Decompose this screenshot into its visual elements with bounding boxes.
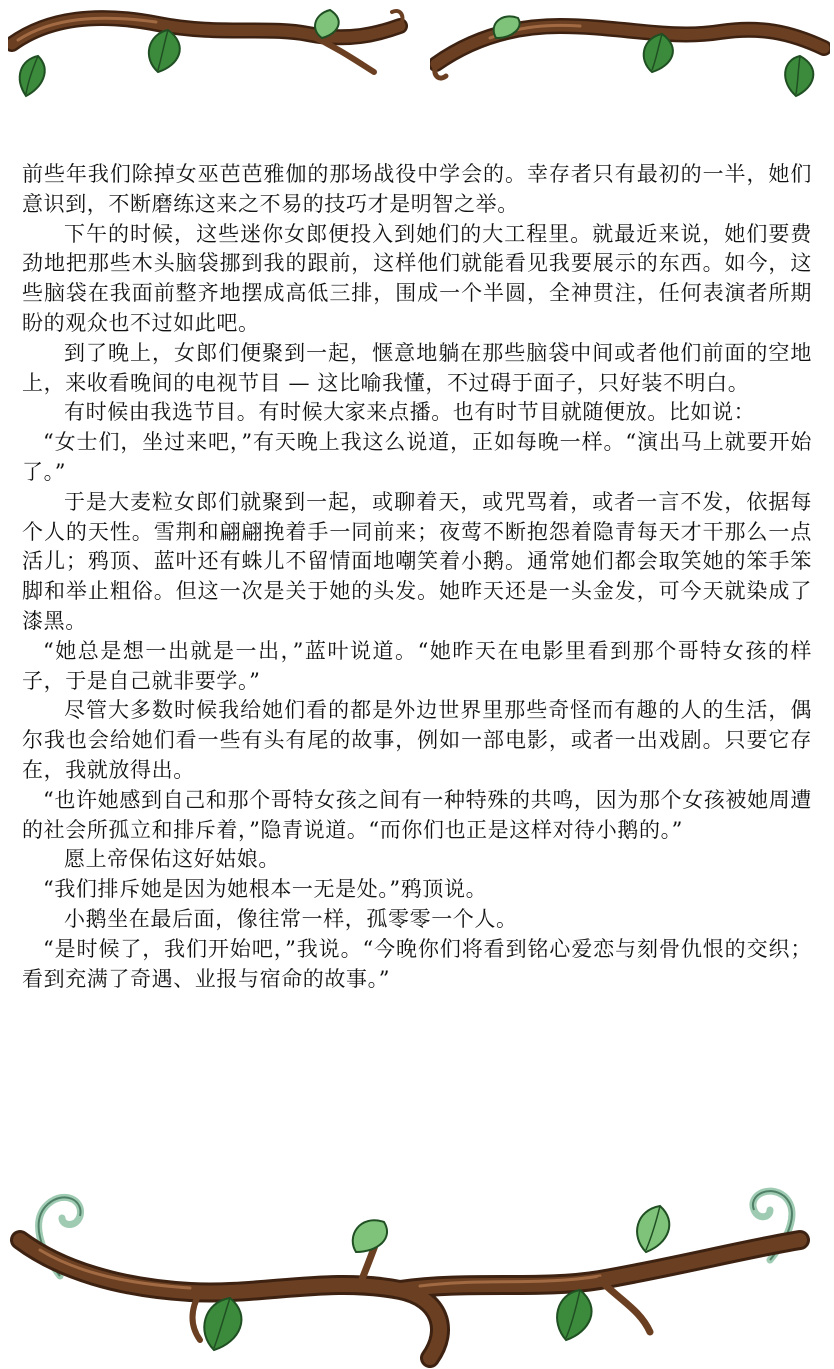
paragraph: 愿上帝保佑这好姑娘。 — [64, 847, 280, 872]
top-left-vine-ornament — [8, 4, 408, 100]
leaf — [149, 30, 180, 72]
leaf — [353, 1220, 387, 1252]
bottom-vine-ornament — [0, 1180, 834, 1369]
paragraph: “是时候了，我们开始吧，”我说。“今晚你们将看到铭心爱恋与刻骨仇恨的交织；看到充满了奇遇、业报与宿命的故事。” — [22, 936, 812, 991]
paragraph: “她总是想一出就是一出，”蓝叶说道。“她昨天在电影里看到那个哥特女孩的样子，于是自己就非要学。” — [22, 638, 812, 693]
branch — [12, 11, 402, 72]
paragraph: 到了晚上，女郎们便聚到一起，惬意地躺在那些脑袋中间或者他们前面的空地上，来收看晚间的电视节目 — 这比喻我懂，不过碍于面子，只好装不明白。 — [22, 340, 812, 395]
leaf — [785, 56, 813, 96]
branch — [20, 1228, 800, 1358]
paragraph: 前些年我们除掉女巫芭芭雅伽的那场战役中学会的。幸存者只有最初的一半，她们意识到，不断磨练这来之不易的技巧才是明智之举。 — [22, 162, 812, 216]
top-right-vine-ornament — [430, 4, 830, 100]
paragraph: “我们排斥她是因为她根本一无是处。”鸦顶说。 — [43, 877, 488, 902]
story-text — [22, 160, 812, 994]
paragraph: 于是大麦粒女郎们就聚到一起，或聊着天，或咒骂着，或者一言不发，依据每个人的天性。雪荆和翩翩挽着手一同前来；夜莺不断抱怨着隐青每天才干那么一点活儿；鸦顶、蓝叶还有蛛儿不留情面地嘲笑着小鹅。通常她们都会取笑她的笨手笨脚和举止粗俗。但这一次是关于她的头发。她昨天还是一头金发，可今天就染成了漆黑。 — [22, 489, 812, 633]
leaf — [20, 56, 45, 96]
paragraph: 有时候由我选节目。有时候大家来点播。也有时节目就随便放。比如说： — [64, 400, 756, 425]
paragraph: 下午的时候，这些迷你女郎便投入到她们的大工程里。就最近来说，她们要费劲地把那些木头脑袋挪到我的跟前，这样他们就能看见我要展示的东西。如今，这些脑袋在我面前整齐地摆成高低三排，围成一个半圆，全神贯注，任何表演者所期盼的观众也不过如此吧。 — [22, 221, 812, 335]
leaf — [204, 1298, 241, 1350]
leaf — [557, 1290, 592, 1340]
leaf — [637, 1206, 669, 1252]
paragraph: “也许她感到自己和那个哥特女孩之间有一种特殊的共鸣，因为那个女孩被她周遭的社会所孤立和排斥着，”隐青说道。“而你们也正是这样对待小鹅的。” — [22, 787, 812, 842]
paragraph: 尽管大多数时候我给她们看的都是外边世界里那些奇怪而有趣的人的生活，偶尔我也会给她们看一些有头有尾的故事，例如一部电影，或者一出戏剧。只要它存在，我就放得出。 — [22, 698, 812, 782]
paragraph: “女士们，坐过来吧，”有天晚上我这么说道，正如每晚一样。“演出马上就要开始了。” — [22, 430, 812, 484]
paragraph: 小鹅坐在最后面，像往常一样，孤零零一个人。 — [64, 906, 518, 931]
